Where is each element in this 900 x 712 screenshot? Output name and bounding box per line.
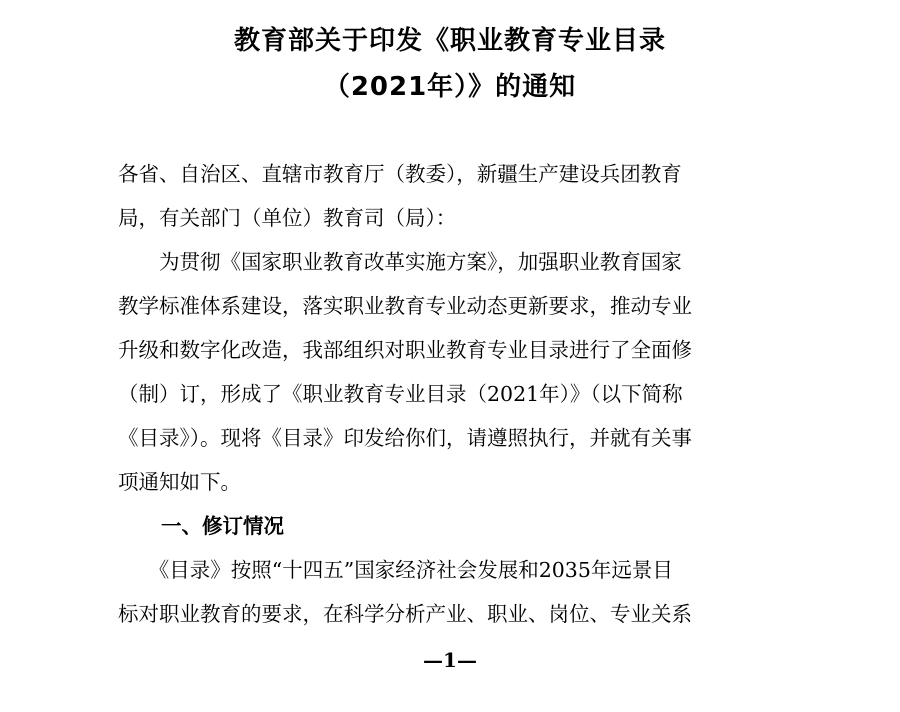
paragraph-line: 局，有关部门（单位）教育司（局）： — [118, 206, 457, 230]
paragraph-line: 教学标准体系建设，落实职业教育专业动态更新要求，推动专业 — [118, 294, 692, 318]
paragraph-line: 为贯彻《国家职业教育改革实施方案》，加强职业教育国家 — [118, 250, 682, 274]
paragraph-line: 《目录》）。现将《目录》印发给你们，请遵照执行，并就有关事 — [118, 426, 692, 450]
document-title-line-2: （2021年）》的通知 — [323, 72, 577, 102]
page-number: —1— — [423, 648, 477, 672]
paragraph-line: 项通知如下。 — [118, 470, 241, 494]
paragraph-line: 各省、自治区、直辖市教育厅（教委），新疆生产建设兵团教育 — [118, 162, 682, 186]
section-heading: 一、修订情况 — [161, 514, 284, 538]
paragraph-line: 升级和数字化改造，我部组织对职业教育专业目录进行了全面修 — [118, 338, 692, 362]
paragraph-line: 标对职业教育的要求，在科学分析产业、职业、岗位、专业关系 — [118, 602, 692, 626]
paragraph-line: （制）订，形成了《职业教育专业目录（2021年）》（以下简称 — [118, 382, 683, 406]
document-title-line-1: 教育部关于印发《职业教育专业目录 — [233, 26, 666, 56]
paragraph-line: 《目录》按照“十四五”国家经济社会发展和2035年远景目 — [118, 558, 673, 582]
